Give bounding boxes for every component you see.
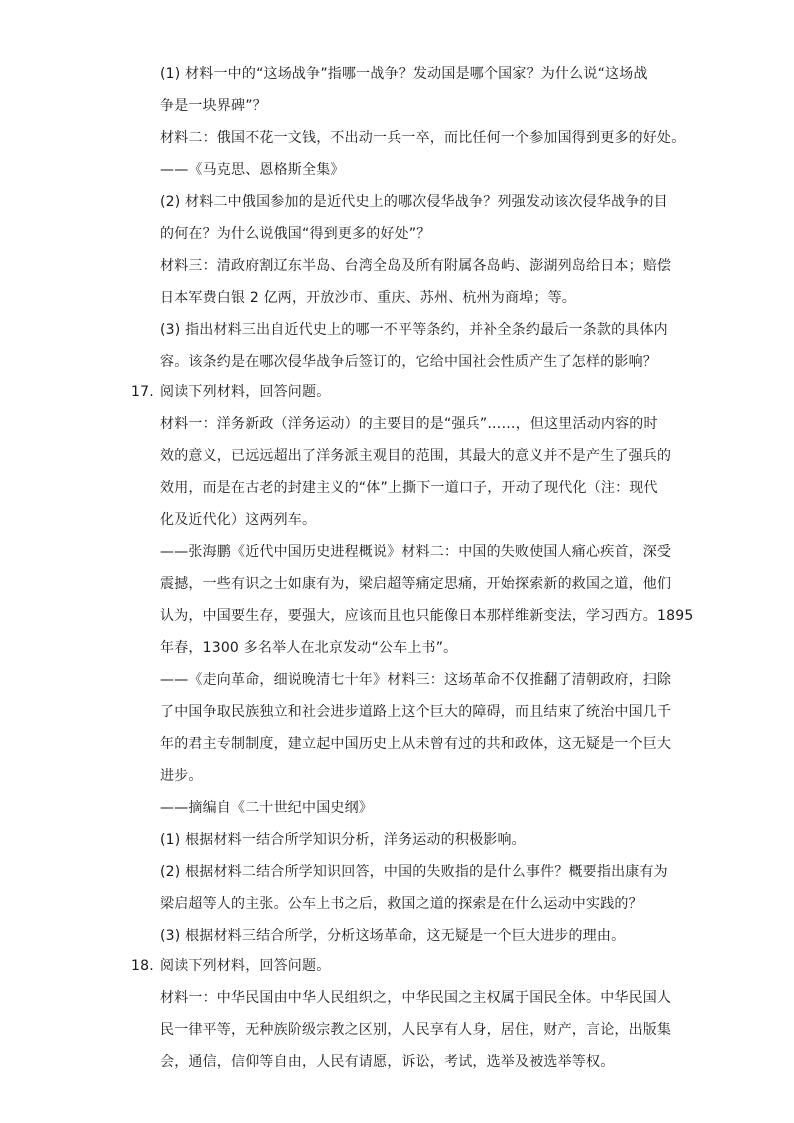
question-number: 18. bbox=[131, 958, 154, 974]
text-line: ——摘编自《二十世纪中国史纲》 bbox=[160, 800, 373, 816]
text-line: 震撼，一些有识之士如康有为，梁启超等痛定思痛，开始探索新的救国之道，他们 bbox=[160, 576, 672, 592]
text-line: 会，通信，信仰等自由，人民有请愿，诉讼，考试，选举及被选举等权。 bbox=[160, 1054, 615, 1070]
text-line: 化及近代化）这两列车。 bbox=[160, 512, 317, 528]
text-line: 材料二：俄国不花一文钱，不出动一兵一卒，而比任何一个参加国得到更多的好处。 bbox=[160, 130, 686, 146]
text-line: 材料一：中华民国由中华人民组织之，中华民国之主权属于国民全体。中华民国人 bbox=[160, 990, 672, 1006]
text-line: ——张海鹏《近代中国历史进程概说》材料二：中国的失败使国人痛心疾首，深受 bbox=[160, 544, 672, 560]
text-line: 年的君主专制制度，建立起中国历史上从未曾有过的共和政体，这无疑是一个巨大 bbox=[160, 736, 672, 752]
text-line: (1) 根据材料一结合所学知识分析，洋务运动的积极影响。 bbox=[160, 832, 526, 848]
question-number: 17. bbox=[131, 384, 154, 400]
text-line: 认为，中国要生存，要强大，应该而且也只能像日本那样维新变法，学习西方。1895 bbox=[160, 608, 694, 624]
text-line: (1) 材料一中的“这场战争”指哪一战争？发动国是哪个国家？为什么说“这场战 bbox=[160, 66, 648, 82]
text-line: ——《马克思、恩格斯全集》 bbox=[160, 162, 345, 178]
text-line: 民一律平等，无种族阶级宗教之区别，人民享有人身，居住，财产，言论，出版集 bbox=[160, 1022, 672, 1038]
text-line: 容。该条约是在哪次侵华战争后签订的，它给中国社会性质产生了怎样的影响？ bbox=[160, 354, 657, 370]
text-line: (2) 根据材料二结合所学知识回答，中国的失败指的是什么事件？概要指出康有为 bbox=[160, 864, 668, 880]
text-line: 材料一：洋务新政（洋务运动）的主要目的是“强兵”……，但这里活动内容的时 bbox=[160, 416, 658, 432]
text-line: 进步。 bbox=[160, 768, 203, 784]
text-line: ——《走向革命，细说晚清七十年》材料三：这场革命不仅推翻了清朝政府，扫除 bbox=[160, 672, 672, 688]
text-line: 的何在？为什么说俄国“得到更多的好处”？ bbox=[160, 226, 431, 242]
text-line: 争是一块界碑”？ bbox=[160, 98, 267, 114]
question-prompt: 阅读下列材料，回答问题。 bbox=[160, 958, 331, 974]
text-line: 效用，而是在古老的封建主义的“体”上撕下一道口子，开动了现代化（注：现代 bbox=[160, 480, 658, 496]
text-line: (3) 根据材料三结合所学，分析这场革命，这无疑是一个巨大进步的理由。 bbox=[160, 928, 626, 944]
text-line: (3) 指出材料三出自近代史上的哪一不平等条约，并补全条约最后一条款的具体内 bbox=[160, 322, 668, 338]
text-line: 梁启超等人的主张。公车上书之后，救国之道的探索是在什么运动中实践的？ bbox=[160, 896, 643, 912]
question-prompt: 阅读下列材料，回答问题。 bbox=[160, 384, 331, 400]
text-line: 效的意义，已远远超出了洋务派主观目的范围，其最大的意义并不是产生了强兵的 bbox=[160, 448, 672, 464]
text-line: 日本军费白银 2 亿两，开放沙市、重庆、苏州、杭州为商埠；等。 bbox=[160, 290, 577, 306]
text-line: 年春，1300 多名举人在北京发动“公车上书”。 bbox=[160, 640, 458, 656]
text-line: 材料三：清政府割辽东半岛、台湾全岛及所有附属各岛屿、澎湖列岛给日本；赔偿 bbox=[160, 258, 672, 274]
text-line: 了中国争取民族独立和社会进步道路上这个巨大的障碍，而且结束了统治中国几千 bbox=[160, 704, 672, 720]
text-line: (2) 材料二中俄国参加的是近代史上的哪次侵华战争？列强发动该次侵华战争的目 bbox=[160, 194, 668, 210]
